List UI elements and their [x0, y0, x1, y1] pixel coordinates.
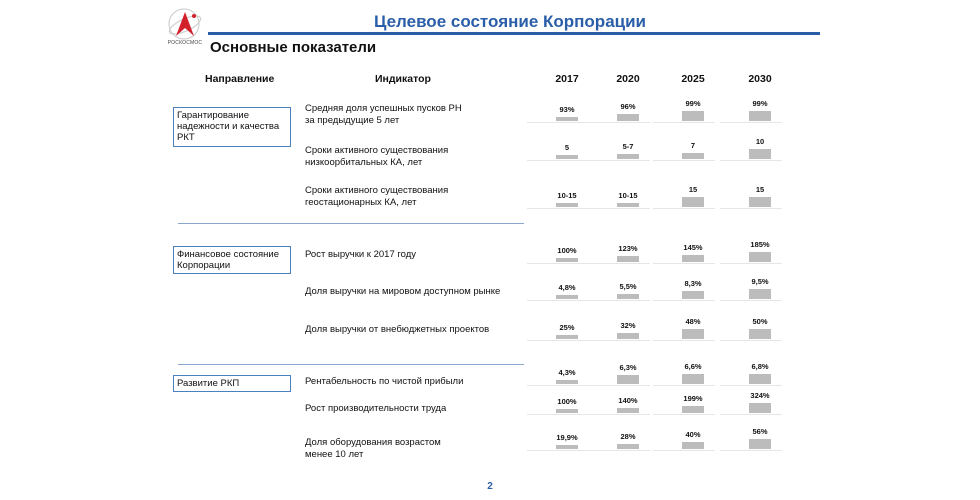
value-bar [682, 291, 704, 299]
value-bar [617, 256, 639, 262]
value-bar [682, 111, 704, 121]
direction-box-finance: Финансовое состояние Корпорации [173, 246, 291, 274]
value-label: 96% [620, 102, 636, 111]
indicator-label: Средняя доля успешных пусков РН за предыдущие 5 лет [305, 103, 462, 126]
page-number: 2 [487, 481, 493, 492]
value-bar [749, 111, 771, 121]
value-bar [556, 155, 578, 159]
value-label: 4,8% [558, 283, 576, 292]
row-baseline [653, 450, 715, 451]
value-bar [556, 258, 578, 262]
value-bar [617, 294, 639, 299]
row-baseline [720, 450, 782, 451]
value-label: 6,3% [619, 363, 637, 373]
value-bar [682, 442, 704, 449]
value-label: 10-15 [557, 191, 577, 200]
row-baseline [653, 160, 715, 161]
value-label: 50% [752, 317, 768, 326]
indicator-label: Рост производительности труда [305, 403, 447, 414]
indicator-label: Доля выручки на мировом доступном рынке [305, 286, 501, 297]
row-baseline [653, 300, 715, 301]
value-label: 6,6% [684, 362, 702, 372]
roscosmos-logo-icon [163, 6, 205, 42]
group-separator [178, 364, 524, 365]
value-label: 19,9% [556, 433, 578, 442]
row-baseline [588, 385, 650, 386]
value-bar [556, 117, 578, 121]
row-baseline [720, 414, 782, 415]
row-baseline [527, 340, 589, 341]
value-label: 100% [557, 397, 577, 406]
value-label: 15 [755, 185, 765, 194]
page-title: Целевое состояние Корпорации [373, 12, 647, 31]
section-subtitle: Основные показатели [210, 39, 377, 56]
value-bar [556, 445, 578, 449]
row-baseline [720, 385, 782, 386]
indicator-label: Рост выручки к 2017 году [305, 249, 416, 260]
row-baseline [720, 160, 782, 161]
row-baseline [527, 414, 589, 415]
value-label: 5-7 [622, 141, 634, 151]
value-label: 32% [620, 321, 636, 331]
value-label: 140% [618, 395, 638, 405]
indicator-label: Сроки активного существования геостационарных КА, лет [305, 185, 449, 208]
row-baseline [653, 208, 715, 209]
direction-box-development: Развитие РКП [173, 375, 291, 392]
value-bar [682, 374, 704, 384]
row-baseline [720, 340, 782, 341]
row-baseline [653, 414, 715, 415]
value-label: 7 [690, 140, 696, 150]
row-baseline [720, 300, 782, 301]
row-baseline [588, 263, 650, 264]
logo-text: РОСКОСМОС [167, 40, 203, 46]
value-bar [556, 335, 578, 339]
value-label: 9,5% [751, 277, 769, 286]
row-baseline [588, 300, 650, 301]
indicator-label: Сроки активного существования низкоорбитальных КА, лет [305, 145, 449, 168]
value-bar [556, 380, 578, 384]
value-bar [617, 408, 639, 413]
row-baseline [588, 122, 650, 123]
value-label: 100% [557, 246, 577, 255]
value-label: 28% [620, 431, 636, 441]
value-bar [749, 289, 771, 299]
value-label: 145% [683, 242, 703, 252]
value-bar [682, 329, 704, 339]
direction-box-reliability: Гарантирование надежности и качества РКТ [173, 107, 291, 147]
value-label: 5,5% [619, 282, 637, 292]
value-label: 99% [685, 99, 701, 108]
value-label: 123% [618, 244, 638, 254]
value-bar [749, 149, 771, 159]
value-bar [749, 374, 771, 384]
value-label: 48% [685, 317, 701, 327]
value-bar [749, 252, 771, 262]
row-baseline [588, 414, 650, 415]
value-bar [682, 153, 704, 159]
value-bar [682, 255, 704, 262]
value-bar [617, 375, 639, 384]
row-baseline [653, 385, 715, 386]
value-label: 199% [683, 394, 703, 404]
column-header-indicator: Индикатор [375, 73, 431, 85]
indicator-label: Доля оборудования возрастом менее 10 лет [305, 437, 441, 460]
value-bar [617, 333, 639, 339]
value-label: 25% [559, 323, 575, 332]
title-underline [208, 32, 820, 35]
row-baseline [527, 300, 589, 301]
value-bar [617, 154, 639, 159]
column-header-direction: Направление [205, 73, 275, 85]
column-header-year: 2017 [555, 73, 579, 85]
row-baseline [588, 340, 650, 341]
row-baseline [720, 263, 782, 264]
value-label: 4,3% [558, 368, 576, 377]
value-label: 15 [688, 185, 698, 194]
row-baseline [588, 450, 650, 451]
row-baseline [653, 340, 715, 341]
row-baseline [527, 263, 589, 264]
column-header-year: 2030 [748, 73, 772, 85]
row-baseline [720, 122, 782, 123]
row-baseline [527, 208, 589, 209]
value-bar [682, 197, 704, 207]
indicator-label: Доля выручки от внебюджетных проектов [305, 324, 490, 335]
value-label: 8,3% [684, 278, 702, 288]
value-bar [617, 444, 639, 449]
value-bar [556, 295, 578, 299]
row-baseline [527, 385, 589, 386]
value-bar [749, 403, 771, 413]
row-baseline [527, 122, 589, 123]
row-baseline [653, 263, 715, 264]
row-baseline [720, 208, 782, 209]
value-label: 5 [564, 143, 570, 152]
value-label: 99% [752, 99, 768, 108]
column-header-year: 2020 [616, 73, 640, 85]
indicator-label: Рентабельность по чистой прибыли [305, 376, 464, 387]
value-bar [749, 329, 771, 339]
value-bar [749, 197, 771, 207]
group-separator [178, 223, 524, 224]
value-label: 40% [685, 429, 701, 439]
value-label: 6,8% [751, 362, 769, 371]
value-label: 185% [750, 240, 770, 249]
row-baseline [527, 450, 589, 451]
value-label: 10 [755, 137, 765, 146]
row-baseline [588, 208, 650, 209]
value-bar [749, 439, 771, 449]
value-label: 10-15 [618, 191, 638, 200]
value-bar [617, 114, 639, 121]
value-label: 93% [559, 105, 575, 114]
row-baseline [527, 160, 589, 161]
value-bar [556, 409, 578, 413]
value-bar [682, 406, 704, 413]
value-label: 56% [752, 427, 768, 436]
value-bar [556, 203, 578, 207]
row-baseline [588, 160, 650, 161]
value-label: 324% [750, 391, 770, 400]
value-bar [617, 203, 639, 207]
row-baseline [653, 122, 715, 123]
column-header-year: 2025 [681, 73, 705, 85]
